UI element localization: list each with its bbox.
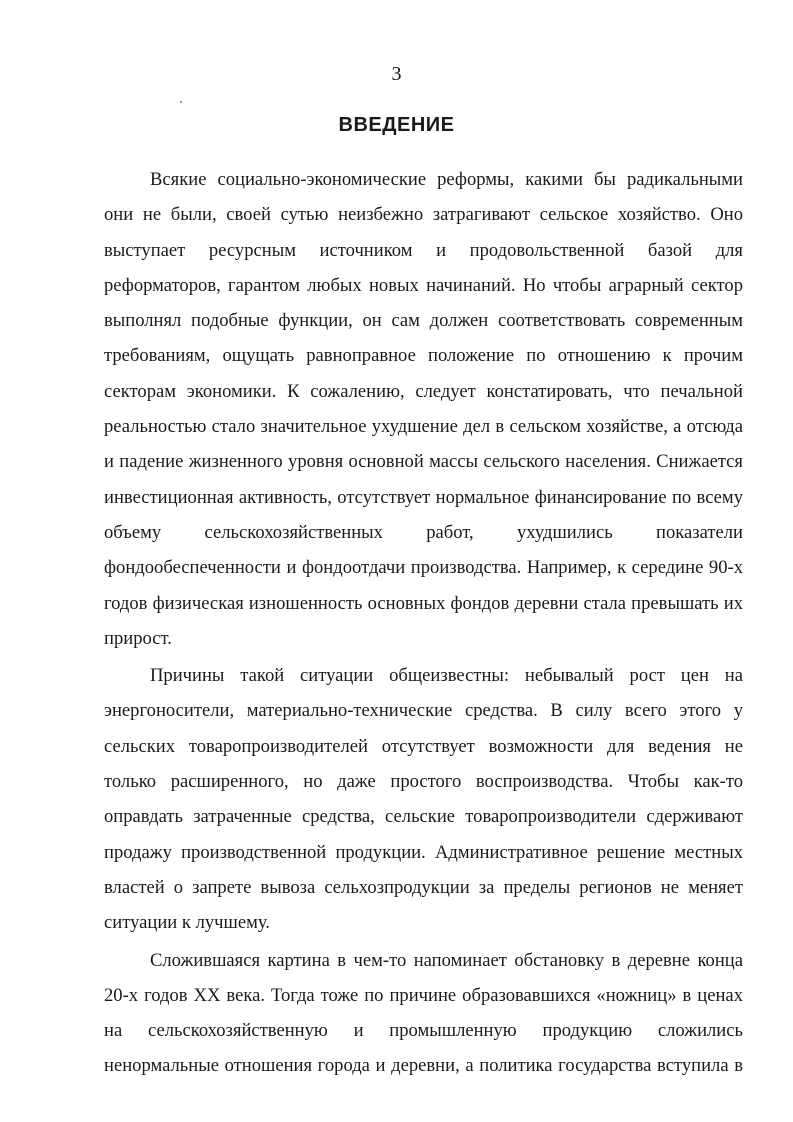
paragraph-1-line: годов физическая изношенность основных фондов деревни стала превышать их xyxy=(104,592,743,614)
paragraph-1-line: требованиям, ощущать равноправное положение по отношению к прочим xyxy=(104,345,743,367)
paragraph-3-line: ненормальные отношения города и деревни, а политика государства вступила в xyxy=(104,1055,743,1077)
paragraph-1-line: инвестиционная активность, отсутствует нормальное финансирование по всему xyxy=(104,486,743,508)
paragraph-3-line: на сельскохозяйственную и промышленную продукцию сложились xyxy=(104,1020,743,1042)
paragraph-1-line: и падение жизненного уровня основной массы сельского населения. Снижается xyxy=(104,451,743,473)
paragraph-1-line: они не были, своей сутью неизбежно затрагивают сельское хозяйство. Оно xyxy=(104,204,743,226)
paragraph-1-line: прирост. xyxy=(104,627,172,649)
paragraph-1-line: реальностью стало значительное ухудшение дел в сельском хозяйстве, а отсюда xyxy=(104,416,743,438)
paragraph-1-line: фондообеспеченности и фондоотдачи производства. Например, к середине 90-х xyxy=(104,557,743,579)
paragraph-1-line: выступает ресурсным источником и продовольственной базой для xyxy=(104,239,743,261)
paragraph-3-line: Сложившаяся картина в чем-то напоминает обстановку в деревне конца xyxy=(150,949,743,971)
paragraph-2-line: только расширенного, но даже простого воспроизводства. Чтобы как-то xyxy=(104,771,743,793)
paragraph-2-line: энергоносители, материально-технические средства. В силу всего этого у xyxy=(104,700,743,722)
paragraph-2-line: оправдать затраченные средства, сельские товаропроизводители сдерживают xyxy=(104,806,743,828)
body-text xyxy=(104,162,743,1084)
paragraph-1-line: Всякие социально-экономические реформы, какими бы радикальными xyxy=(150,169,743,190)
paragraph-2-line: Причины такой ситуации общеизвестны: небывалый рост цен на xyxy=(150,665,743,687)
paragraph-1-line: объему сельскохозяйственных работ, ухудшились показатели xyxy=(104,521,743,543)
section-heading: ВВЕДЕНИЕ xyxy=(338,114,455,136)
paragraph-2-line: продажу производственной продукции. Административное решение местных xyxy=(104,841,743,863)
page-number: 3 xyxy=(391,63,402,85)
paragraph-3-line: 20-х годов XX века. Тогда тоже по причине образовавшихся «ножниц» в ценах xyxy=(104,984,743,1006)
paragraph-2-line: ситуации к лучшему. xyxy=(104,912,270,934)
scan-speck xyxy=(180,101,182,103)
paragraph-1-line: выполнял подобные функции, он сам должен соответствовать современным xyxy=(104,310,743,332)
paragraph-2-line: сельских товаропроизводителей отсутствует возможности для ведения не xyxy=(104,735,743,757)
paragraph-1-line: реформаторов, гарантом любых новых начинаний. Но чтобы аграрный сектор xyxy=(104,274,743,296)
paragraph-2-line: властей о запрете вывоза сельхозпродукции за пределы регионов не меняет xyxy=(104,876,743,898)
paragraph-1-line: секторам экономики. К сожалению, следует констатировать, что печальной xyxy=(104,380,743,402)
